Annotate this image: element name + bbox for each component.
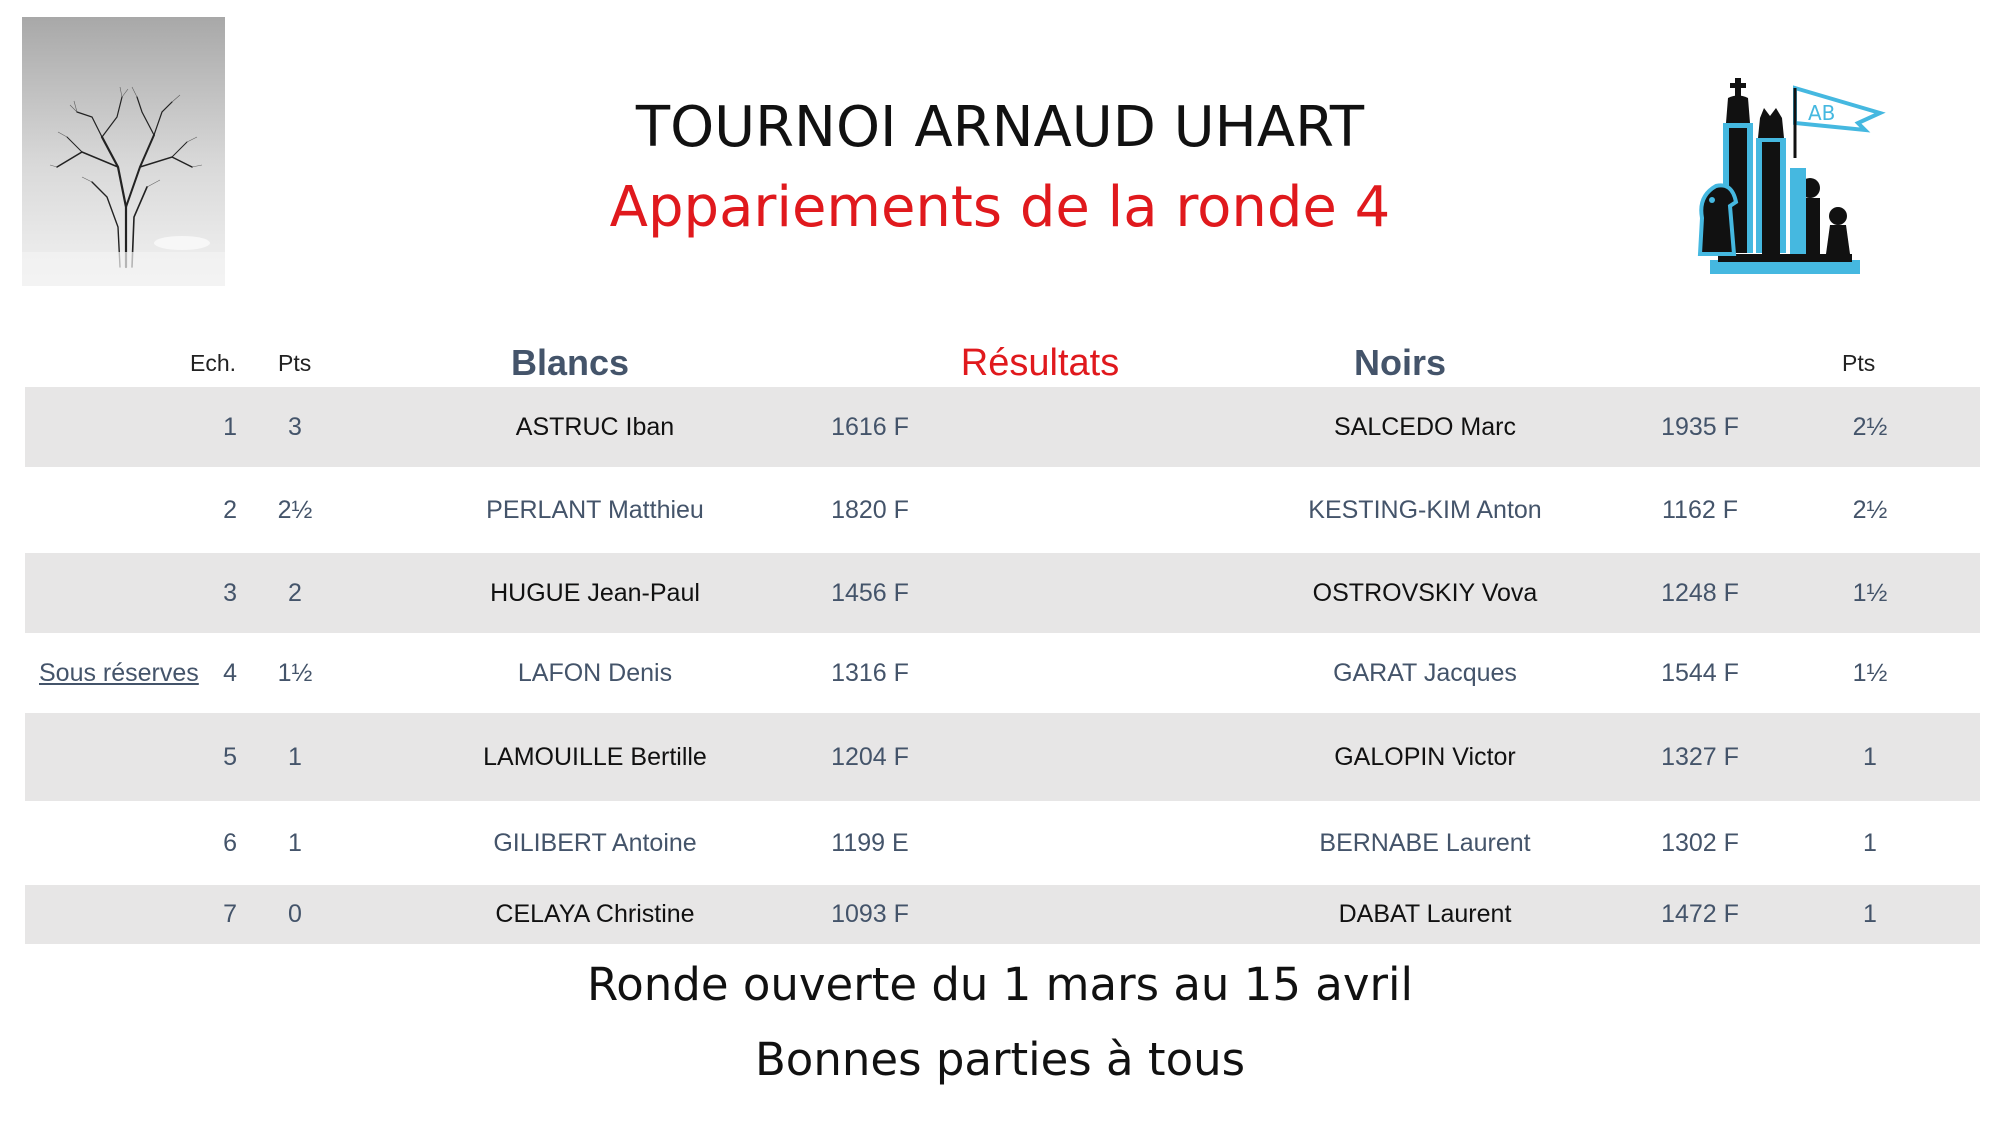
black-points: 2½ <box>1852 412 1888 441</box>
black-rating: 1472 F <box>1661 900 1739 928</box>
col-header-ech: Ech. <box>190 350 237 376</box>
black-points: 1 <box>1863 742 1877 771</box>
table-row <box>25 387 1980 467</box>
white-rating: 1093 F <box>831 900 909 928</box>
white-rating: 1199 E <box>831 828 909 857</box>
table-row <box>25 469 1980 551</box>
white-points: 2½ <box>277 495 313 524</box>
tournament-title: TOURNOI ARNAUD UHART <box>635 95 1365 160</box>
sous-reserves-link[interactable]: Sous réserves <box>39 658 199 687</box>
table-row <box>25 635 1980 711</box>
black-points: 1½ <box>1852 658 1888 687</box>
black-player: GALOPIN Victor <box>1334 742 1516 771</box>
black-points: 2½ <box>1852 495 1888 524</box>
white-rating: 1820 F <box>831 495 909 524</box>
black-rating: 1302 F <box>1661 828 1739 857</box>
board-number: 2 <box>223 495 237 524</box>
white-player: ASTRUC Iban <box>515 412 675 441</box>
board-number: 4 <box>223 658 237 687</box>
black-points: 1 <box>1863 900 1877 928</box>
board-number: 1 <box>223 412 237 441</box>
col-header-pts: Pts <box>278 350 312 376</box>
greeting-text: Bonnes parties à tous <box>754 1033 1246 1086</box>
board-number: 3 <box>223 578 237 607</box>
white-rating: 1616 F <box>831 412 909 441</box>
black-rating: 1935 F <box>1661 412 1739 441</box>
white-player: CELAYA Christine <box>495 900 695 928</box>
round-dates-text: Ronde ouverte du 1 mars au 15 avril <box>586 958 1414 1011</box>
black-points: 1½ <box>1852 578 1888 607</box>
logo-flag-text: AB <box>1808 101 1836 125</box>
col-header-blacks: Noirs <box>1353 342 1447 383</box>
table-row <box>25 885 1980 944</box>
white-points: 2 <box>288 578 302 607</box>
board-number: 5 <box>223 742 237 771</box>
black-rating: 1327 F <box>1661 742 1739 771</box>
black-player: OSTROVSKIY Vova <box>1312 578 1538 607</box>
round-subtitle: Appariements de la ronde 4 <box>609 175 1391 240</box>
col-header-results: Résultats <box>960 342 1120 384</box>
white-points: 0 <box>288 900 302 928</box>
white-player: PERLANT Matthieu <box>486 495 704 524</box>
board-number: 6 <box>223 828 237 857</box>
black-player: KESTING-KIM Anton <box>1308 495 1542 524</box>
white-player: HUGUE Jean-Paul <box>490 578 700 607</box>
black-player: DABAT Laurent <box>1338 900 1512 928</box>
table-row <box>25 713 1980 801</box>
white-points: 1 <box>288 828 302 857</box>
table-row <box>25 553 1980 633</box>
white-points: 1½ <box>277 658 313 687</box>
black-player: GARAT Jacques <box>1333 658 1517 687</box>
black-player: BERNABE Laurent <box>1319 828 1531 857</box>
table-row <box>25 803 1980 883</box>
black-player: SALCEDO Marc <box>1334 412 1516 441</box>
white-points: 1 <box>288 742 302 771</box>
col-header-pts-right: Pts <box>1842 350 1876 376</box>
white-rating: 1204 F <box>831 742 909 771</box>
white-rating: 1456 F <box>831 578 909 607</box>
black-rating: 1248 F <box>1661 578 1739 607</box>
white-rating: 1316 F <box>831 658 909 687</box>
col-header-whites: Blancs <box>510 342 630 383</box>
white-player: GILIBERT Antoine <box>493 828 697 857</box>
black-points: 1 <box>1863 828 1877 857</box>
black-rating: 1162 F <box>1662 495 1738 524</box>
white-points: 3 <box>288 412 302 441</box>
white-player: LAFON Denis <box>517 658 673 687</box>
white-player: LAMOUILLE Bertille <box>483 742 707 771</box>
board-number: 7 <box>223 900 237 928</box>
black-rating: 1544 F <box>1661 658 1739 687</box>
